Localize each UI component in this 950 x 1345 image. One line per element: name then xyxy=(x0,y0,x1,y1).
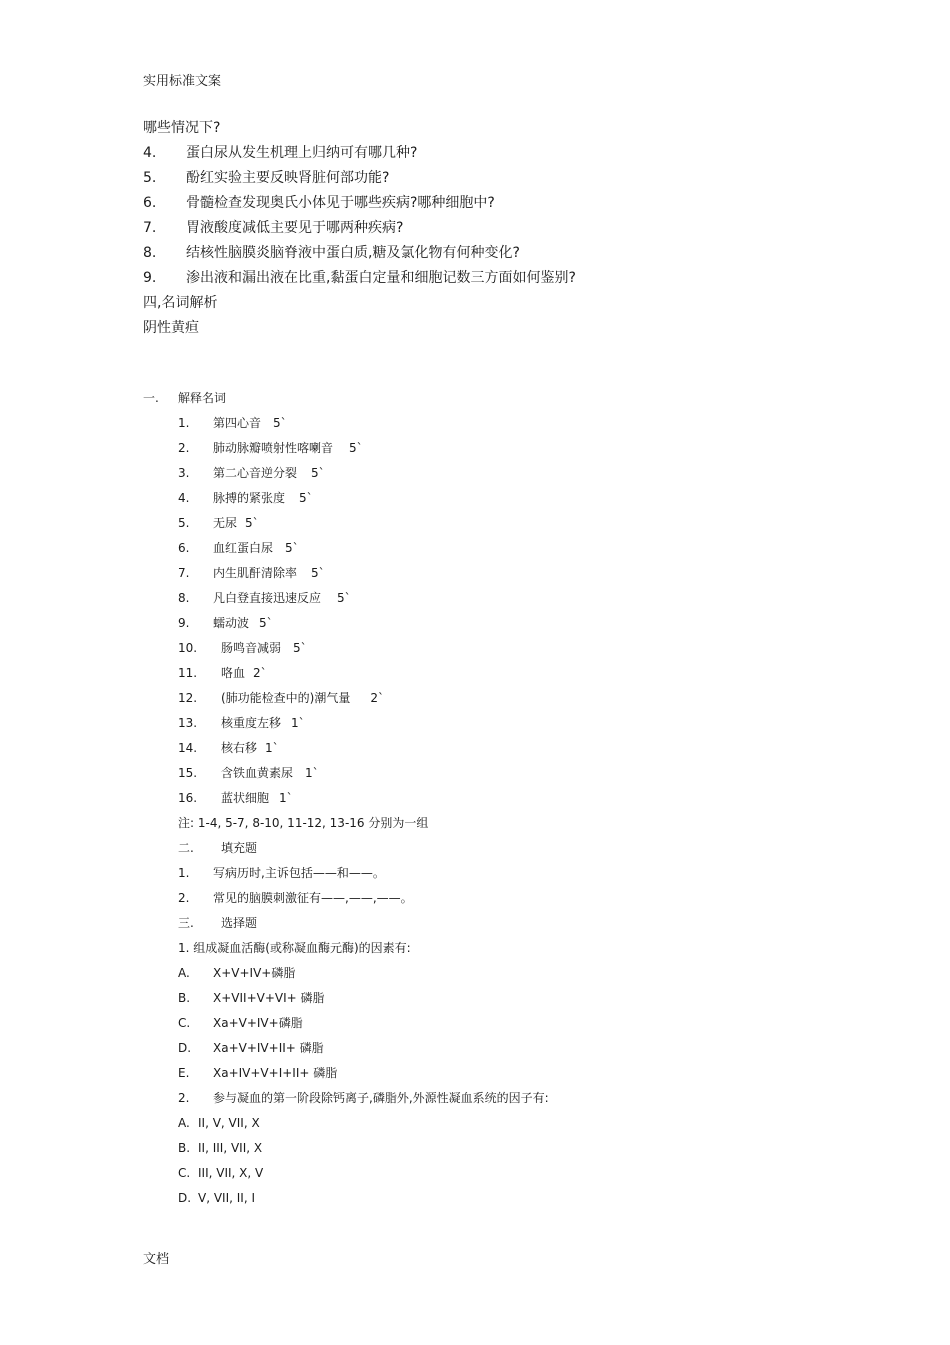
question-text: 胃液酸度减低主要见于哪两种疾病? xyxy=(186,220,404,236)
question-text: 蛋白尿从发生机理上归纳可有哪几种? xyxy=(186,145,418,161)
question-text: 1. 组成凝血活酶(或称凝血酶元酶)的因素有: xyxy=(178,941,411,955)
item-score: 1` xyxy=(291,716,305,730)
item-number: 9. xyxy=(178,616,190,630)
item-text: 核右移 xyxy=(221,741,258,755)
item-number: 2. xyxy=(178,891,190,905)
option-letter: B. xyxy=(178,1141,191,1155)
item-score: 5` xyxy=(349,441,363,455)
option-letter: B. xyxy=(178,991,191,1005)
item-number: 14. xyxy=(178,741,198,755)
list-item xyxy=(178,414,287,432)
option-letter: A. xyxy=(178,1116,190,1130)
list-item xyxy=(178,614,273,632)
item-score: 1` xyxy=(279,791,293,805)
option-row xyxy=(178,1114,260,1132)
page-header: 实用标准文案 xyxy=(143,74,222,89)
option-text: V, VII, II, I xyxy=(198,1191,255,1205)
item-score: 5` xyxy=(245,516,259,530)
item-text: 凡白登直接迅速反应 xyxy=(213,591,322,605)
list-item xyxy=(178,439,363,457)
question-number: 2. xyxy=(178,1091,190,1105)
item-score: 5` xyxy=(285,541,299,555)
question-row xyxy=(143,143,417,163)
option-text: III, VII, X, V xyxy=(198,1166,264,1180)
item-number: 2. xyxy=(178,441,190,455)
question-number: 9. xyxy=(143,270,157,286)
item-number: 1. xyxy=(178,866,190,880)
question-number: 8. xyxy=(143,245,157,261)
list-item xyxy=(178,589,351,607)
item-text: 无尿 xyxy=(213,516,238,530)
question-number: 6. xyxy=(143,195,157,211)
item-text: 咯血 xyxy=(221,666,246,680)
item-text: 第二心音逆分裂 xyxy=(213,466,298,480)
list-item xyxy=(178,664,267,682)
option-row xyxy=(178,1164,263,1182)
section-number: 一. xyxy=(143,391,159,405)
question-number: 7. xyxy=(143,220,157,236)
item-text: 第四心音 xyxy=(213,416,262,430)
question-text: 结核性脑膜炎脑脊液中蛋白质,糖及氯化物有何种变化? xyxy=(186,245,520,261)
section-number: 三. xyxy=(178,916,194,930)
intro-line: 哪些情况下? xyxy=(143,120,221,136)
item-score: 1` xyxy=(305,766,319,780)
question-text: 酚红实验主要反映肾脏何部功能? xyxy=(186,170,390,186)
item-number: 6. xyxy=(178,541,190,555)
option-row xyxy=(178,1139,262,1157)
item-score: 5` xyxy=(311,566,325,580)
item-score: 5` xyxy=(337,591,351,605)
section-heading xyxy=(178,914,257,932)
option-text: X+V+IV+磷脂 xyxy=(213,966,296,980)
item-score: 1` xyxy=(265,741,279,755)
item-number: 8. xyxy=(178,591,190,605)
item-number: 11. xyxy=(178,666,198,680)
list-item xyxy=(178,489,313,507)
item-text: 肠鸣音减弱 xyxy=(221,641,282,655)
item-number: 3. xyxy=(178,466,190,480)
list-item xyxy=(178,464,325,482)
group-note: 注: 1-4, 5-7, 8-10, 11-12, 13-16 分别为一组 xyxy=(178,816,429,830)
option-row xyxy=(178,1064,337,1082)
item-score: 5` xyxy=(299,491,313,505)
option-letter: C. xyxy=(178,1016,191,1030)
list-item xyxy=(178,689,384,707)
question-row xyxy=(143,268,576,288)
item-score: 5` xyxy=(259,616,273,630)
page-footer: 文档 xyxy=(143,1252,170,1267)
item-number: 13. xyxy=(178,716,198,730)
section-number: 二. xyxy=(178,841,194,855)
question-row xyxy=(143,193,495,213)
item-text: 写病历时,主诉包括——和——。 xyxy=(213,866,385,880)
section-title: 解释名词 xyxy=(178,391,227,405)
option-text: Xa+IV+V+I+II+ 磷脂 xyxy=(213,1066,338,1080)
option-text: Xa+V+IV+磷脂 xyxy=(213,1016,303,1030)
item-text: 内生肌酐清除率 xyxy=(213,566,298,580)
section-heading xyxy=(178,839,257,857)
item-score: 2` xyxy=(370,691,385,705)
question-text: 骨髓检查发现奥氏小体见于哪些疾病?哪种细胞中? xyxy=(186,195,495,211)
section-heading: 四,名词解析 xyxy=(143,295,218,311)
option-letter: E. xyxy=(178,1066,190,1080)
item-text: 脉搏的紧张度 xyxy=(213,491,286,505)
option-text: X+VII+V+VI+ 磷脂 xyxy=(213,991,325,1005)
list-item xyxy=(178,639,307,657)
question-number: 4. xyxy=(143,145,157,161)
question-number: 5. xyxy=(143,170,157,186)
section-title: 填充题 xyxy=(221,841,258,855)
question-text: 渗出液和漏出液在比重,黏蛋白定量和细胞记数三方面如何鉴别? xyxy=(186,270,576,286)
option-row xyxy=(178,989,325,1007)
term-line: 阴性黄疸 xyxy=(143,320,199,336)
list-item xyxy=(178,764,319,782)
option-row xyxy=(178,1014,303,1032)
option-text: II, V, VII, X xyxy=(198,1116,260,1130)
question-row xyxy=(143,243,520,263)
item-score: 2` xyxy=(253,666,267,680)
question-row xyxy=(143,168,389,188)
section-title: 选择题 xyxy=(221,916,258,930)
question-text: 参与凝血的第一阶段除钙离子,磷脂外,外源性凝血系统的因子有: xyxy=(213,1091,549,1105)
option-letter: C. xyxy=(178,1166,191,1180)
option-row xyxy=(178,1189,255,1207)
item-text: 常见的脑膜刺激征有——,——,——。 xyxy=(213,891,413,905)
option-letter: D. xyxy=(178,1191,192,1205)
option-row xyxy=(178,964,295,982)
item-number: 4. xyxy=(178,491,190,505)
option-text: II, III, VII, X xyxy=(198,1141,263,1155)
item-text: 核重度左移 xyxy=(221,716,282,730)
item-score: 5` xyxy=(293,641,307,655)
list-item xyxy=(178,789,293,807)
list-item xyxy=(178,564,325,582)
item-number: 10. xyxy=(178,641,198,655)
option-text: Xa+V+IV+II+ 磷脂 xyxy=(213,1041,324,1055)
item-text: 血红蛋白尿 xyxy=(213,541,274,555)
item-score: 5` xyxy=(273,416,287,430)
item-text: 肺动脉瓣喷射性喀喇音 xyxy=(213,441,334,455)
list-item xyxy=(178,864,385,882)
list-item xyxy=(178,889,413,907)
section-heading xyxy=(143,389,226,407)
option-row xyxy=(178,1039,324,1057)
item-number: 12. xyxy=(178,691,198,705)
list-item xyxy=(178,539,299,557)
item-number: 16. xyxy=(178,791,198,805)
item-text: 蓝状细胞 xyxy=(221,791,270,805)
list-item xyxy=(178,514,259,532)
item-score: 5` xyxy=(311,466,325,480)
item-number: 7. xyxy=(178,566,190,580)
item-text: (肺功能检查中的)潮气量 xyxy=(221,691,351,705)
list-item xyxy=(178,739,279,757)
item-number: 1. xyxy=(178,416,190,430)
item-number: 5. xyxy=(178,516,190,530)
list-item xyxy=(178,714,305,732)
question-row xyxy=(178,1089,549,1107)
item-number: 15. xyxy=(178,766,198,780)
option-letter: A. xyxy=(178,966,190,980)
item-text: 蠕动波 xyxy=(213,616,250,630)
item-text: 含铁血黄素尿 xyxy=(221,766,294,780)
question-row xyxy=(143,218,403,238)
option-letter: D. xyxy=(178,1041,192,1055)
